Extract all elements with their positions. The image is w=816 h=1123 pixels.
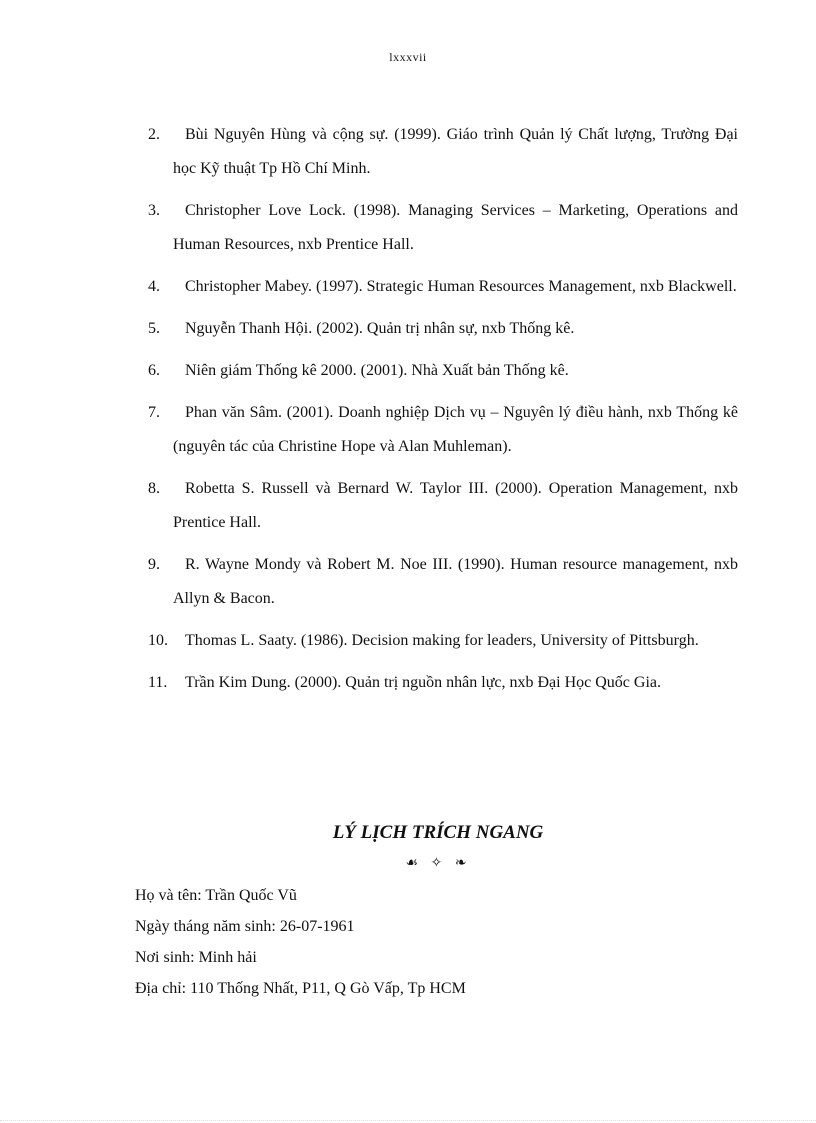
cv-name-line: Họ và tên: Trần Quốc Vũ [135,887,297,904]
reference-item [148,312,738,346]
reference-text: Robetta S. Russell và Bernard W. Taylor III. (2000). Operation Management, nxb Prentice Hall. [173,480,738,531]
reference-text: R. Wayne Mondy và Robert M. Noe III. (1990). Human resource management, nxb Allyn & Bacon. [173,556,738,607]
reference-number: 10. [148,632,168,649]
reference-item [148,624,738,658]
reference-item [148,548,738,616]
page-bottom-rule [0,1120,816,1121]
reference-text: Thomas L. Saaty. (1986). Decision making for leaders, University of Pittsburgh. [185,632,699,649]
cv-address-line: Địa chỉ: 110 Thống Nhất, P11, Q Gò Vấp, Tp HCM [135,980,466,997]
reference-number: 6. [148,362,160,379]
reference-text: Trần Kim Dung. (2000). Quản trị nguồn nhân lực, nxb Đại Học Quốc Gia. [185,674,662,691]
cv-birthplace-line: Nơi sinh: Minh hải [135,949,257,966]
reference-number: 3. [148,202,160,219]
reference-item [148,396,738,464]
ornament-divider: ☙ ✧ ❧ [405,855,471,871]
reference-text: Phan văn Sâm. (2001). Doanh nghiệp Dịch vụ – Nguyên lý điều hành, nxb Thống kê (nguyên tác của Christine Hope và Alan Muhleman). [173,404,738,455]
reference-text: Christopher Mabey. (1997). Strategic Human Resources Management, nxb Blackwell. [185,278,737,295]
reference-list [148,118,738,708]
reference-text: Christopher Love Lock. (1998). Managing Services – Marketing, Operations and Human Resources, nxb Prentice Hall. [173,202,738,253]
cv-title: LÝ LỊCH TRÍCH NGANG [332,822,544,843]
page-number: lxxxvii [389,50,427,64]
reference-number: 4. [148,278,160,295]
reference-item [148,194,738,262]
reference-number: 9. [148,556,160,573]
reference-number: 5. [148,320,160,337]
reference-text: Bùi Nguyên Hùng và cộng sự. (1999). Giáo trình Quản lý Chất lượng, Trường Đại học Kỹ thuật Tp Hồ Chí Minh. [173,126,738,177]
reference-item [148,118,738,186]
cv-birthdate-line: Ngày tháng năm sinh: 26-07-1961 [135,918,355,935]
reference-number: 2. [148,126,160,143]
reference-item [148,472,738,540]
reference-number: 7. [148,404,160,421]
reference-text: Nguyễn Thanh Hội. (2002). Quản trị nhân sự, nxb Thống kê. [185,320,575,337]
reference-number: 8. [148,480,160,497]
reference-text: Niên giám Thống kê 2000. (2001). Nhà Xuất bản Thống kê. [185,362,569,379]
cv-fields [135,880,466,1004]
reference-number: 11. [148,674,168,691]
reference-item [148,666,738,700]
reference-item [148,270,738,304]
reference-item [148,354,738,388]
